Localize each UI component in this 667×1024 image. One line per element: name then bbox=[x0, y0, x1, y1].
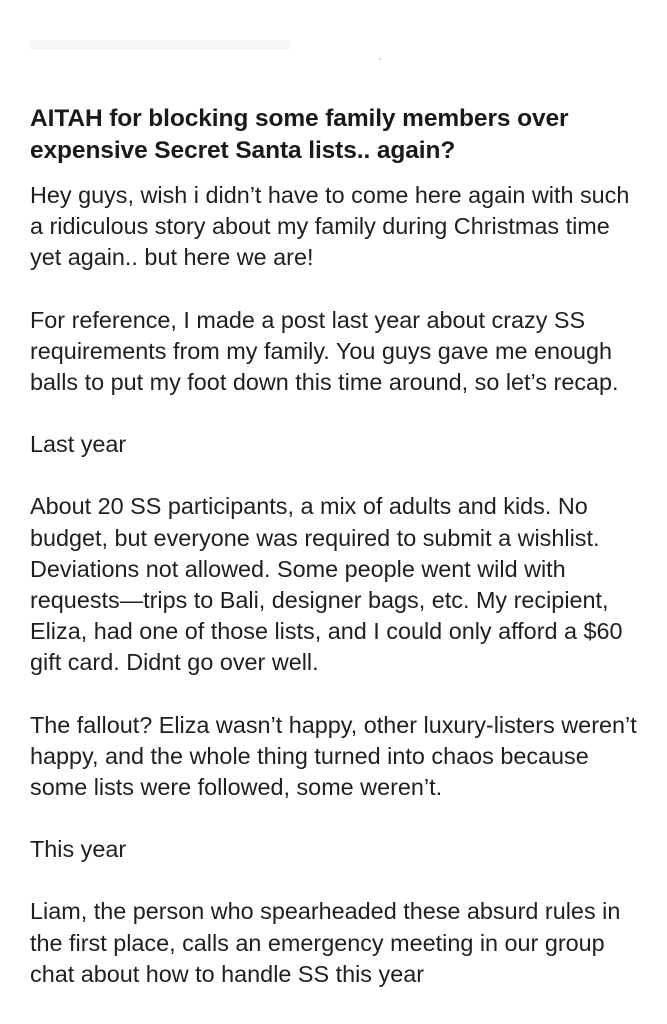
post-paragraph: Hey guys, wish i didn’t have to come here again with such a ridiculous story about my family during Christmas time yet again.. but here we are! bbox=[30, 182, 630, 271]
post-body bbox=[30, 180, 645, 990]
faded-dot bbox=[379, 58, 381, 60]
section-heading-this-year: This year bbox=[30, 836, 127, 863]
faded-header-bar bbox=[30, 40, 290, 50]
post-paragraph: For reference, I made a post last year about crazy SS requirements from my family. You guys gave me enough balls to put my foot down this time around, so let’s recap. bbox=[30, 306, 619, 396]
post-paragraph: About 20 SS participants, a mix of adults and kids. No budget, but everyone was required to submit a wishlist. Deviations not allowed. Some people went wild with requests—trips to Bali, designer bags, etc. My recipient, Eliza, had one of those lists, and I could only afford a $60 gift card. Didnt go over well. bbox=[30, 493, 623, 676]
section-heading-last-year: Last year bbox=[30, 431, 127, 458]
post-paragraph: The fallout? Eliza wasn’t happy, other luxury-listers weren’t happy, and the whole thing turned into chaos because some lists were followed, some weren’t. bbox=[30, 711, 637, 801]
post-title: AITAH for blocking some family members over expensive Secret Santa lists.. again? bbox=[30, 105, 569, 164]
post bbox=[30, 103, 645, 1021]
post-paragraph: Liam, the person who spearheaded these absurd rules in the first place, calls an emergency meeting in our group chat about how to handle SS this year bbox=[30, 898, 621, 987]
